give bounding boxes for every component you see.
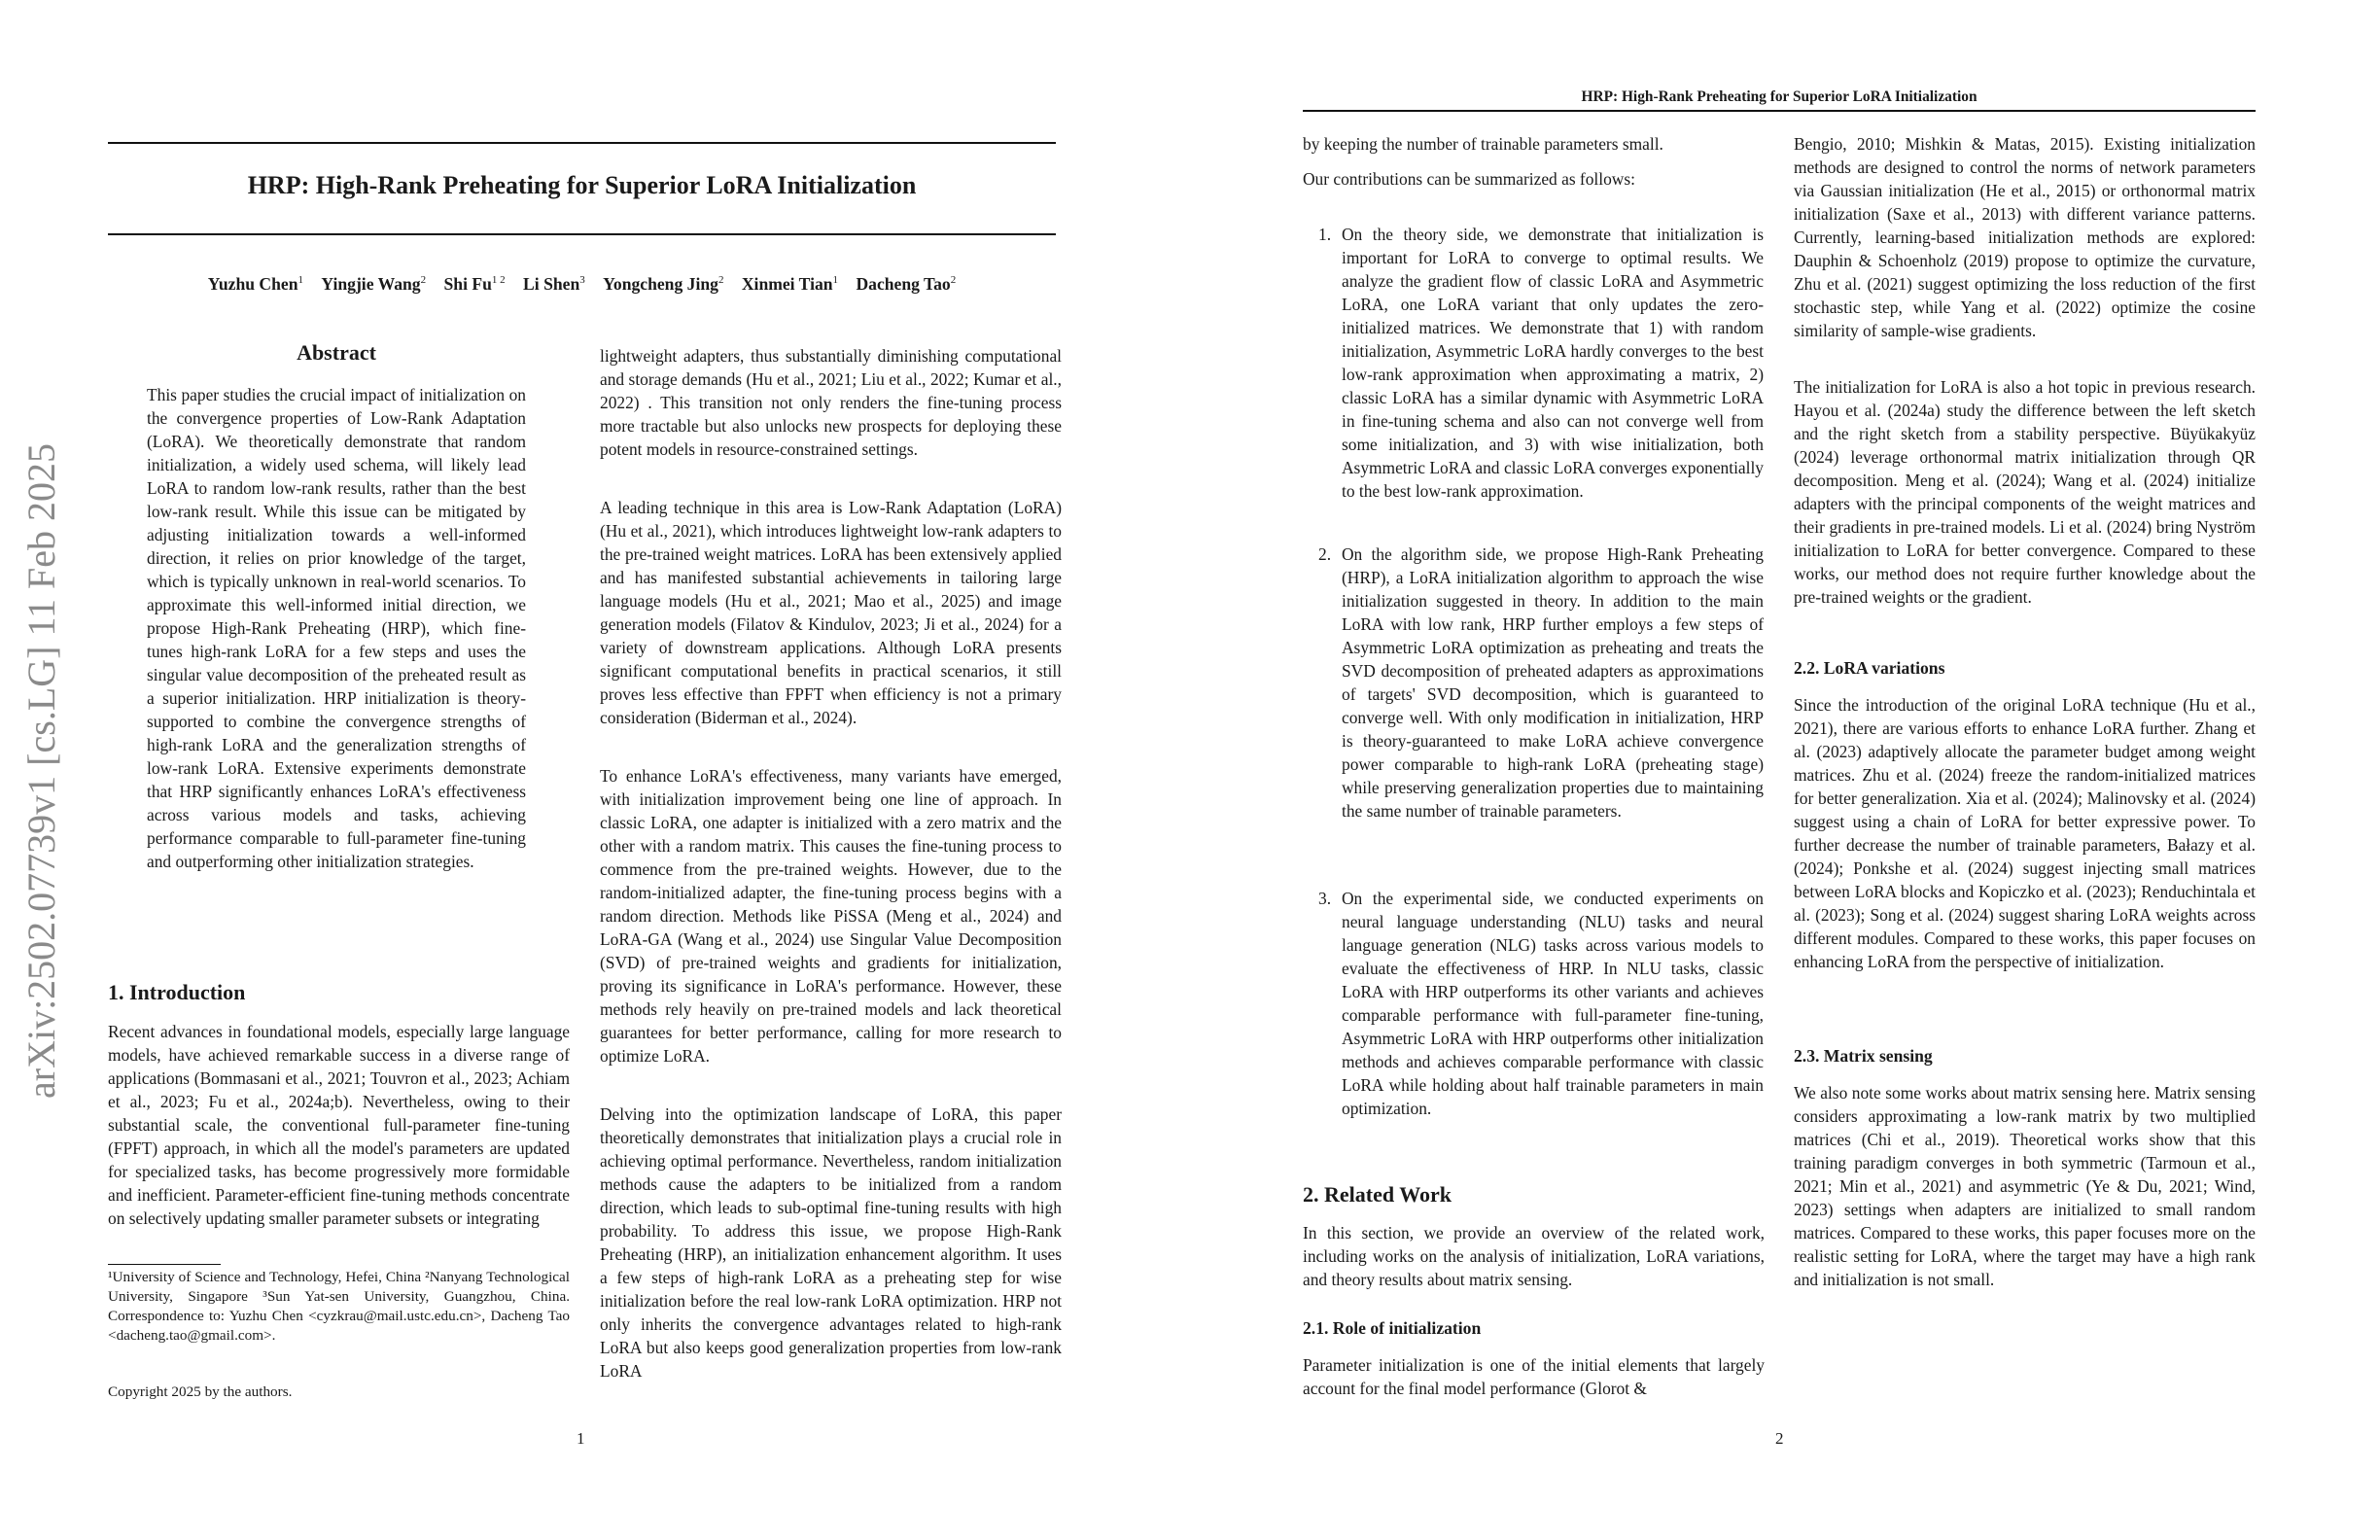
section-2-3-heading: 2.3. Matrix sensing (1794, 1046, 1933, 1066)
col2-paragraph-2: The initialization for LoRA is also a hot topic in previous research. Hayou et al. (2024a) study the difference between the left sketch and the right sketch from a stability perspective. Büyükakyüz (2024) leverage orthonormal matrix initialization through QR decomposition. Meng et al. (2024); Wang et al. (2024) initialize adapters with the principal components of the weight matrices and their gradients in pre-trained models. Li et al. (2024) bring Nyström initialization to LoRA for better convergence. Compared to these works, our method does not require further knowledge about the pre-trained weights or the gradient. (1794, 377, 2256, 607)
author: Dacheng Tao$^2$ (856, 274, 957, 294)
title-top-rule (108, 142, 1056, 144)
arxiv-id-text: arXiv:2502.07739v1 [cs.LG] 11 Feb 2025 (19, 443, 63, 1099)
title-bottom-rule (108, 233, 1056, 235)
arxiv-identifier (12, 408, 72, 1108)
author-list (108, 274, 1056, 295)
related-work-text: In this section, we provide an overview of the related work, including works on the analysis of initialization, LoRA variations, and theory results about matrix sensing. (1303, 1223, 1765, 1289)
running-head-rule (1303, 110, 2256, 112)
contributions-intro: Our contributions can be summarized as follows: (1303, 169, 1635, 189)
author: Li Shen$^3$ (523, 274, 585, 294)
author: Shi $Fu^{1 2}$ (443, 274, 506, 294)
section-2-2-text: Since the introduction of the original LoRA technique (Hu et al., 2021), there are various efforts to enhance LoRA further. Zhang et al. (2023) adaptively allocate the parameter budget among weight matrices. Zhu et al. (2024) freeze the random-initialized matrices for better generalization. Xia et al. (2024); Malinovsky et al. (2024) suggest using a chain of LoRA for better expressive power. To further decrease the number of trainable parameters, Bałazy et al. (2024); Ponkshe et al. (2024) suggest injecting small matrices between LoRA blocks and Kopiczko et al. (2023); Renduchintala et al. (2023); Song et al. (2024) suggest sharing LoRA weights across different modules. Compared to these works, this paper focuses on enhancing LoRA from the perspective of initialization. (1794, 695, 2256, 971)
section-2-2-heading: 2.2. LoRA variations (1794, 658, 1945, 678)
section-2-1-heading: 2.1. Role of initialization (1303, 1318, 1482, 1338)
author: Yuzhu Chen$^1$ (207, 274, 304, 294)
section-2-1-text: Parameter initialization is one of the initial elements that largely account for the final model performance (Glorot & (1303, 1355, 1765, 1398)
related-work-heading: 2. Related Work (1303, 1182, 1452, 1207)
col2-paragraph-4: Delving into the optimization landscape of LoRA, this paper theoretically demonstrates that initialization plays a crucial role in achieving optimal performance. Nevertheless, random initialization methods cause the adapters to be initialized from a random direction, which leads to sub-optimal fine-tuning results with high probability. To address this issue, we propose High-Rank Preheating (HRP), an initialization enhancement algorithm. It uses a few steps of high-rank LoRA as a preheating step for wise initialization before the real low-rank LoRA optimization. HRP not only inherits the convergence advantages related to high-rank LoRA but also keeps good generalization properties from low-rank LoRA (600, 1104, 1062, 1381)
continuation-text: by keeping the number of trainable parameters small. (1303, 134, 1663, 154)
footnote-rule (108, 1264, 221, 1265)
abstract-heading: Abstract (297, 340, 376, 365)
intro-heading: 1. Introduction (108, 980, 246, 1004)
intro-paragraph: Recent advances in foundational models, especially large language models, have achieved remarkable success in a diverse range of applications (Bommasani et al., 2021; Touvron et al., 2023; Achiam et al., 2023; Fu et al., 2024a;b). Nevertheless, owing to their substantial scale, the conventional full-parameter fine-tuning (FPFT) approach, in which all the model's parameters are updated for specialized tasks, has become progressively more formidable and inefficient. Parameter-efficient fine-tuning methods concentrate on selectively updating smaller parameter subsets or integrating (108, 1022, 570, 1228)
paper-title: HRP: High-Rank Preheating for Superior LoRA Initialization (247, 171, 917, 199)
col2-paragraph-1: Bengio, 2010; Mishkin & Matas, 2015). Existing initialization methods are designed to control the norms of network parameters via Gaussian initialization (He et al., 2015) or orthonormal matrix initialization (Saxe et al., 2013) with different variance patterns. Currently, learning-based initialization methods are explored: Dauphin & Schoenholz (2019) propose to optimize the curvature, Zhu et al. (2021) suggest optimizing the loss reduction of the first stochastic step, while Yang et al. (2022) optimize the cosine similarity of sample-wise gradients. (1794, 134, 2256, 340)
col2-paragraph-1: lightweight adapters, thus substantially diminishing computational and storage demands (Hu et al., 2021; Liu et al., 2022; Kumar et al., 2022) . This transition not only renders the fine-tuning process more tractable but also unlocks new prospects for deploying these potent models in resource-constrained settings. (600, 346, 1062, 459)
copyright-note: Copyright 2025 by the authors. (108, 1383, 293, 1400)
affiliation-footnote: ¹University of Science and Technology, Hefei, China ²Nanyang Technological University, Singapore ³Sun Yat-sen University, Guangzhou, China. Correspondence to: Yuzhu Chen <cyzkrau@mail.ustc.edu.cn>, Dacheng Tao <dacheng.tao@gmail.com>. (108, 1269, 570, 1344)
running-head: HRP: High-Rank Preheating for Superior LoRA Initialization (1581, 88, 1978, 105)
page-number: 2 (1775, 1429, 1784, 1448)
author: Yingjie Wang$^2$ (321, 274, 427, 294)
col2-paragraph-2: A leading technique in this area is Low-Rank Adaptation (LoRA) (Hu et al., 2021), which introduces lightweight low-rank adapters to the pre-trained weight matrices. LoRA has been extensively applied and has manifested substantial achievements in tailoring large language models (Hu et al., 2021; Mao et al., 2025) and image generation models (Filatov & Kindulov, 2023; Ji et al., 2024) for a variety of downstream applications. Although LoRA presents significant computational benefits in practical scenarios, it still proves less effective than FPFT when efficiency is not a primary consideration (Biderman et al., 2024). (600, 498, 1062, 727)
col2-paragraph-3: To enhance LoRA's effectiveness, many variants have emerged, with initialization improvement being one line of approach. In classic LoRA, one adapter is initialized with a zero matrix and the other with a random matrix. This causes the fine-tuning process to commence from the pre-trained weights. However, due to the random-initialized adapter, the fine-tuning process begins with a random direction. Methods like PiSSA (Meng et al., 2024) and LoRA-GA (Wang et al., 2024) use Singular Value Decomposition (SVD) of pre-trained weights and gradients for initialization, proving its significance in LoRA's performance. However, these methods rely heavily on pre-trained models and lack theoretical guarantees for better performance, calling for more research to optimize LoRA. (600, 766, 1062, 1066)
section-2-3-text: We also note some works about matrix sensing here. Matrix sensing considers approximating a low-rank matrix by two multiplied matrices (Chi et al., 2019). Theoretical works show that this training paradigm converges in both symmetric (Tarmoun et al., 2021; Min et al., 2021) and asymmetric (Ye & Du, 2021; Wind, 2023) settings when adapters are initialized to small random matrices. Compared to these works, this paper focuses more on the realistic setting for LoRA, where the target may have a high rank and initialization is not small. (1794, 1083, 2256, 1289)
page-number: 1 (577, 1429, 585, 1448)
author: Yongcheng Jing$^2$ (603, 274, 724, 294)
abstract-text: This paper studies the crucial impact of initialization on the convergence properties of Low-Rank Adaptation (LoRA). We theoretically demonstrate that random initialization, a widely used schema, will likely lead LoRA to random low-rank results, rather than the best low-rank result. While this issue can be mitigated by adjusting initialization towards a well-informed direction, it relies on prior knowledge of the target, which is typically unknown in real-world scenarios. To approximate this well-informed initial direction, we propose High-Rank Preheating (HRP), which fine-tunes high-rank LoRA for a few steps and uses the singular value decomposition of the preheated result as a superior initialization. HRP initialization is theory-supported to combine the convergence strengths of high-rank LoRA and the generalization strengths of low-rank LoRA. Extensive experiments demonstrate that HRP significantly enhances LoRA's effectiveness across various models and tasks, achieving performance comparable to full-parameter fine-tuning and outperforming other initialization strategies. (147, 385, 526, 871)
author: Xinmei Tian$^1$ (741, 274, 839, 294)
